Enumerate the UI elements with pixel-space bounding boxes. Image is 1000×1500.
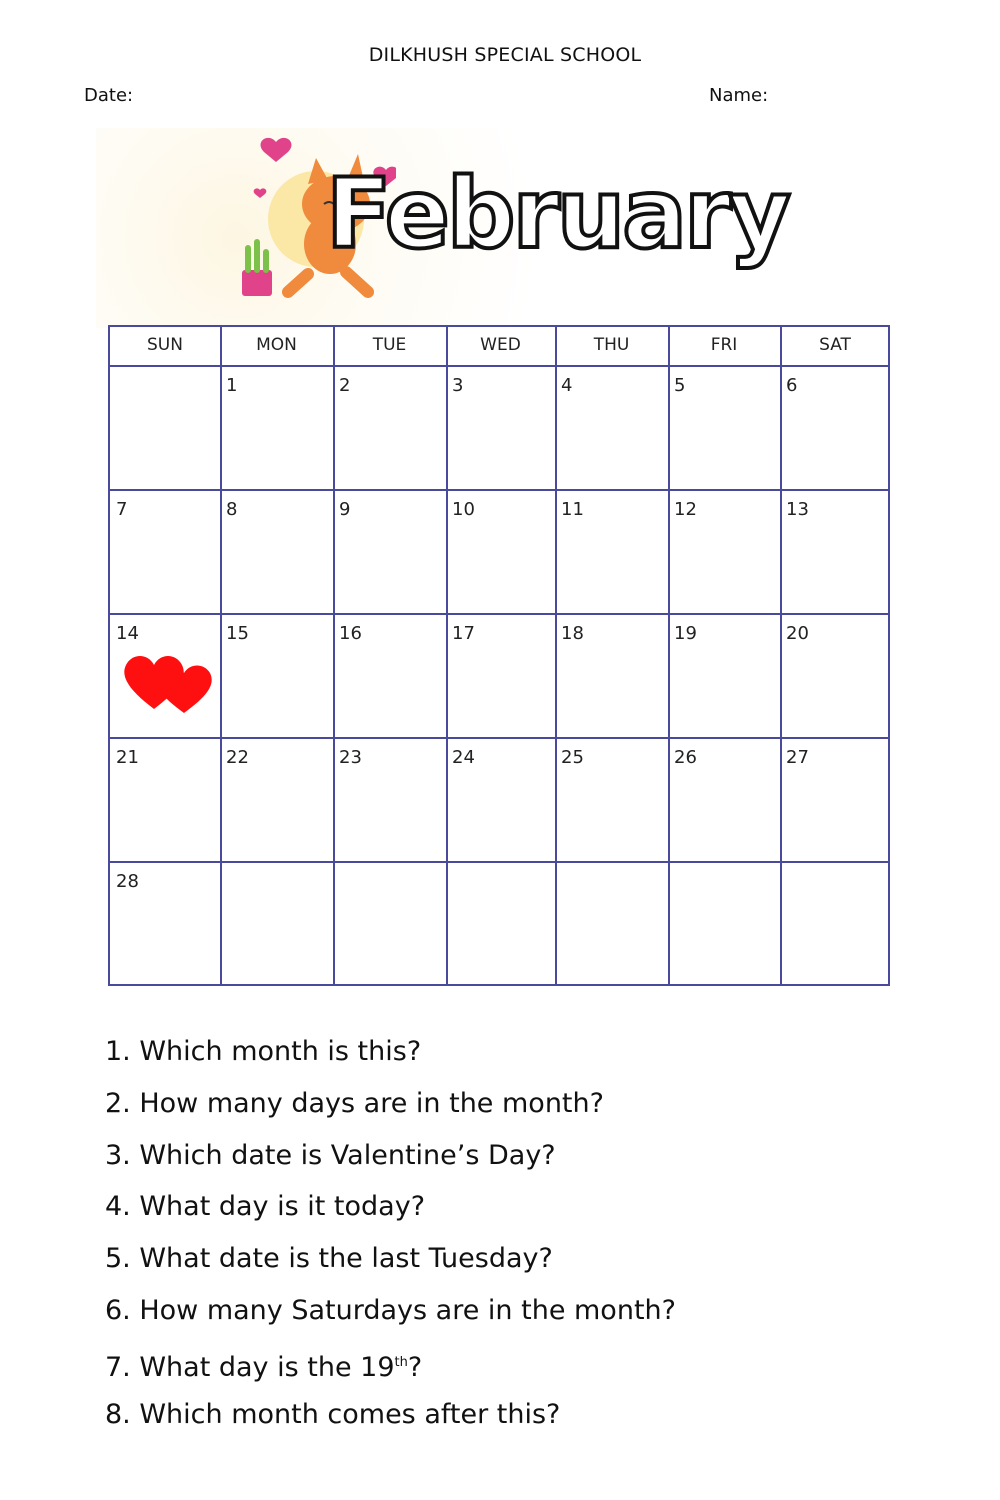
date-number: 12 <box>674 499 697 520</box>
school-name: DILKHUSH SPECIAL SCHOOL <box>368 44 642 66</box>
date-number: 28 <box>116 871 139 892</box>
date-number: 21 <box>116 747 139 768</box>
grid-column-line <box>446 327 448 984</box>
weekday-header: SUN <box>147 335 183 355</box>
ordinal-suffix: th <box>394 1354 408 1370</box>
question-number: 8. <box>105 1398 140 1430</box>
date-number: 11 <box>561 499 584 520</box>
question-number: 6. <box>105 1294 140 1326</box>
question-number: 2. <box>105 1087 140 1119</box>
grid-row-line <box>110 737 888 739</box>
date-number: 23 <box>339 747 362 768</box>
question-number: 4. <box>105 1191 140 1223</box>
date-number: 17 <box>452 623 475 644</box>
date-number: 27 <box>786 747 809 768</box>
date-number: 3 <box>452 375 464 396</box>
question-number: 7. <box>105 1351 140 1383</box>
grid-column-line <box>333 327 335 984</box>
weekday-header: TUE <box>372 335 407 355</box>
grid-column-line <box>555 327 557 984</box>
two-red-hearts-icon <box>120 647 216 717</box>
date-number: 20 <box>786 623 809 644</box>
question-text: Which month comes after this? <box>139 1398 561 1430</box>
date-number: 6 <box>786 375 798 396</box>
date-number: 15 <box>226 623 249 644</box>
question-text: How many days are in the month? <box>139 1087 604 1119</box>
date-number: 22 <box>226 747 249 768</box>
question-item <box>105 1086 676 1138</box>
grid-column-line <box>668 327 670 984</box>
date-number: 13 <box>786 499 809 520</box>
question-number: 5. <box>105 1243 140 1275</box>
question-item <box>105 1034 676 1086</box>
question-number: 3. <box>105 1139 140 1171</box>
date-number: 2 <box>339 375 351 396</box>
date-number: 1 <box>226 375 238 396</box>
date-number: 4 <box>561 375 573 396</box>
grid-row-line <box>110 861 888 863</box>
date-number: 26 <box>674 747 697 768</box>
question-text: What day is the 19 <box>139 1351 395 1383</box>
question-text: How many Saturdays are in the month? <box>139 1294 676 1326</box>
date-number: 7 <box>116 499 128 520</box>
date-number: 16 <box>339 623 362 644</box>
grid-row-line <box>110 365 888 367</box>
question-mark: ? <box>407 1351 423 1383</box>
question-item <box>105 1293 676 1345</box>
month-banner <box>96 128 896 328</box>
question-text: Which date is Valentine’s Day? <box>139 1139 556 1171</box>
weekday-header: WED <box>480 335 521 355</box>
calendar-grid <box>108 325 890 986</box>
grid-column-line <box>780 327 782 984</box>
question-item <box>105 1189 676 1241</box>
date-number: 14 <box>116 623 139 644</box>
date-number: 8 <box>226 499 238 520</box>
question-text: What day is it today? <box>139 1191 426 1223</box>
question-number: 1. <box>105 1036 140 1067</box>
grid-column-line <box>220 327 222 984</box>
weekday-header: MON <box>256 335 297 355</box>
date-number: 9 <box>339 499 351 520</box>
weekday-header: FRI <box>710 335 738 355</box>
question-list <box>105 1034 676 1448</box>
name-label: Name: <box>709 85 769 106</box>
month-title: February <box>326 158 788 270</box>
question-item <box>105 1241 676 1293</box>
grid-row-line <box>110 489 888 491</box>
question-item <box>105 1397 676 1449</box>
weekday-header: THU <box>593 335 630 355</box>
question-item <box>105 1138 676 1190</box>
date-number: 18 <box>561 623 584 644</box>
date-label: Date: <box>84 85 134 106</box>
date-number: 10 <box>452 499 475 520</box>
calendar-cells <box>110 327 888 984</box>
question-text: Which month is this? <box>139 1036 422 1067</box>
date-number: 25 <box>561 747 584 768</box>
date-number: 5 <box>674 375 686 396</box>
date-number: 24 <box>452 747 475 768</box>
question-item <box>105 1345 676 1397</box>
question-text: What date is the last Tuesday? <box>139 1243 553 1275</box>
grid-row-line <box>110 613 888 615</box>
date-number: 19 <box>674 623 697 644</box>
weekday-header: SAT <box>819 335 851 355</box>
